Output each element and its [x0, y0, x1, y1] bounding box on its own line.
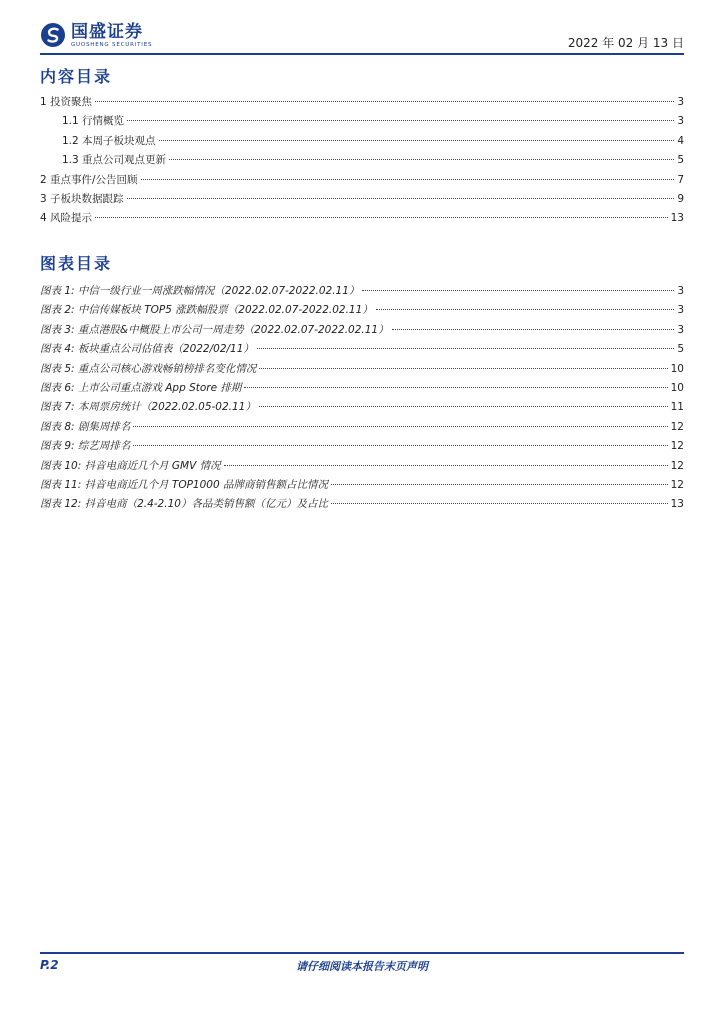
figure-entry-label: 图表 9: 综艺周排名 [40, 440, 131, 453]
dot-leader [331, 503, 668, 504]
dot-leader [169, 159, 674, 160]
logo-name-en: GUOSHENG SECURITIES [71, 42, 153, 48]
report-date: 2022 年 02 月 13 日 [567, 36, 684, 50]
dot-leader [133, 445, 667, 446]
toc-entry[interactable] [40, 132, 684, 151]
figure-entry-page: 5 [677, 343, 684, 356]
dot-leader [257, 348, 674, 349]
toc-entry-label: 1.1 行情概览 [62, 115, 125, 128]
dot-leader [141, 179, 675, 180]
company-logo-icon [40, 22, 66, 48]
dot-leader [392, 329, 675, 330]
toc-entry-page: 3 [677, 115, 684, 128]
dot-leader [133, 426, 667, 427]
figure-entry-page: 12 [670, 478, 684, 491]
company-logo [40, 22, 152, 49]
figure-entry[interactable] [40, 340, 684, 359]
figure-entry[interactable] [40, 360, 684, 379]
figure-entry[interactable] [40, 379, 684, 398]
toc-entry-label: 4 风险提示 [40, 212, 93, 225]
dot-leader [362, 290, 674, 291]
dot-leader [259, 368, 667, 369]
figure-entry-page: 3 [677, 285, 684, 297]
dot-leader [127, 120, 674, 121]
toc-entry-label: 1 投资聚焦 [40, 96, 93, 108]
dot-leader [244, 387, 667, 388]
toc-entry-page: 4 [677, 134, 684, 147]
footer-divider [40, 952, 684, 954]
dot-leader [95, 217, 668, 218]
figure-entry-page: 11 [670, 401, 684, 414]
toc-entry[interactable] [40, 171, 684, 190]
page-number: P.2 [40, 958, 59, 972]
toc-entry-label: 1.2 本周子板块观点 [62, 134, 156, 147]
header-divider [40, 53, 684, 55]
figure-entry[interactable] [40, 321, 684, 340]
figure-entry-page: 12 [670, 440, 684, 453]
toc-entry-label: 2 重点事件/公告回顾 [40, 173, 138, 186]
toc-entry-page: 13 [670, 212, 684, 225]
dot-leader [376, 309, 675, 310]
figure-entry-label: 图表 8: 剧集周排名 [40, 420, 131, 433]
dot-leader [224, 465, 668, 466]
figure-entry[interactable] [40, 495, 684, 514]
toc-entry-label: 1.3 重点公司观点更新 [62, 154, 167, 167]
figure-entry-label: 图表 3: 重点港股&中概股上市公司一周走势（2022.02.07-2022.02.11） [40, 323, 389, 336]
toc-entry[interactable] [40, 93, 684, 112]
figure-entry-label: 图表 10: 抖音电商近几个月 GMV 情况 [40, 459, 221, 472]
figure-entry-page: 12 [670, 459, 684, 472]
figure-entry[interactable] [40, 476, 684, 495]
toc-entry[interactable] [40, 209, 684, 228]
figure-entry-page: 3 [677, 304, 684, 317]
figure-entry-page: 10 [670, 362, 684, 375]
figure-entry[interactable] [40, 418, 684, 437]
toc-entry[interactable] [40, 151, 684, 170]
figure-entry[interactable] [40, 301, 684, 320]
figure-entry-label: 图表 2: 中信传媒板块 TOP5 涨跌幅股票（2022.02.07-2022.02.11） [40, 304, 373, 317]
figure-entry-label: 图表 4: 板块重点公司估值表（2022/02/11） [40, 343, 254, 356]
toc-entry[interactable] [40, 190, 684, 209]
figure-entry-page: 12 [670, 420, 684, 433]
toc-entry-page: 3 [677, 96, 684, 108]
dot-leader [159, 140, 675, 141]
contents-title: 内容目录 [40, 67, 113, 86]
toc-entry-label: 3 子板块数据跟踪 [40, 192, 124, 205]
dot-leader [331, 484, 668, 485]
figure-entry[interactable] [40, 282, 684, 301]
dot-leader [127, 198, 675, 199]
figure-entry-page: 13 [670, 498, 684, 511]
figure-entry[interactable] [40, 437, 684, 456]
figure-entry-page: 3 [677, 323, 684, 336]
figure-entry[interactable] [40, 457, 684, 476]
toc-entry-page: 5 [677, 154, 684, 167]
figure-entry-label: 图表 5: 重点公司核心游戏畅销榜排名变化情况 [40, 362, 257, 375]
toc-entry-page: 9 [677, 192, 684, 205]
dot-leader [95, 101, 674, 102]
disclaimer-note: 请仔细阅读本报告末页声明 [296, 960, 428, 973]
toc-entry[interactable] [40, 112, 684, 131]
figures-title: 图表目录 [40, 254, 113, 273]
figure-entry[interactable] [40, 398, 684, 417]
figure-entry-page: 10 [670, 381, 684, 394]
figure-entry-label: 图表 1: 中信一级行业一周涨跌幅情况（2022.02.07-2022.02.11） [40, 285, 360, 297]
figure-entry-label: 图表 7: 本周票房统计（2022.02.05-02.11） [40, 401, 256, 414]
figure-entry-label: 图表 6: 上市公司重点游戏 App Store 排期 [40, 381, 242, 394]
page-header [40, 22, 684, 56]
figure-entry-label: 图表 12: 抖音电商（2.4-2.10）各品类销售额（亿元）及占比 [40, 498, 328, 511]
dot-leader [259, 406, 668, 407]
figure-entry-label: 图表 11: 抖音电商近几个月 TOP1000 品牌商销售额占比情况 [40, 478, 328, 491]
logo-name-cn: 国盛证券 [71, 22, 143, 42]
toc-entry-page: 7 [677, 173, 684, 186]
contents-list [40, 93, 684, 229]
figures-list [40, 282, 684, 515]
